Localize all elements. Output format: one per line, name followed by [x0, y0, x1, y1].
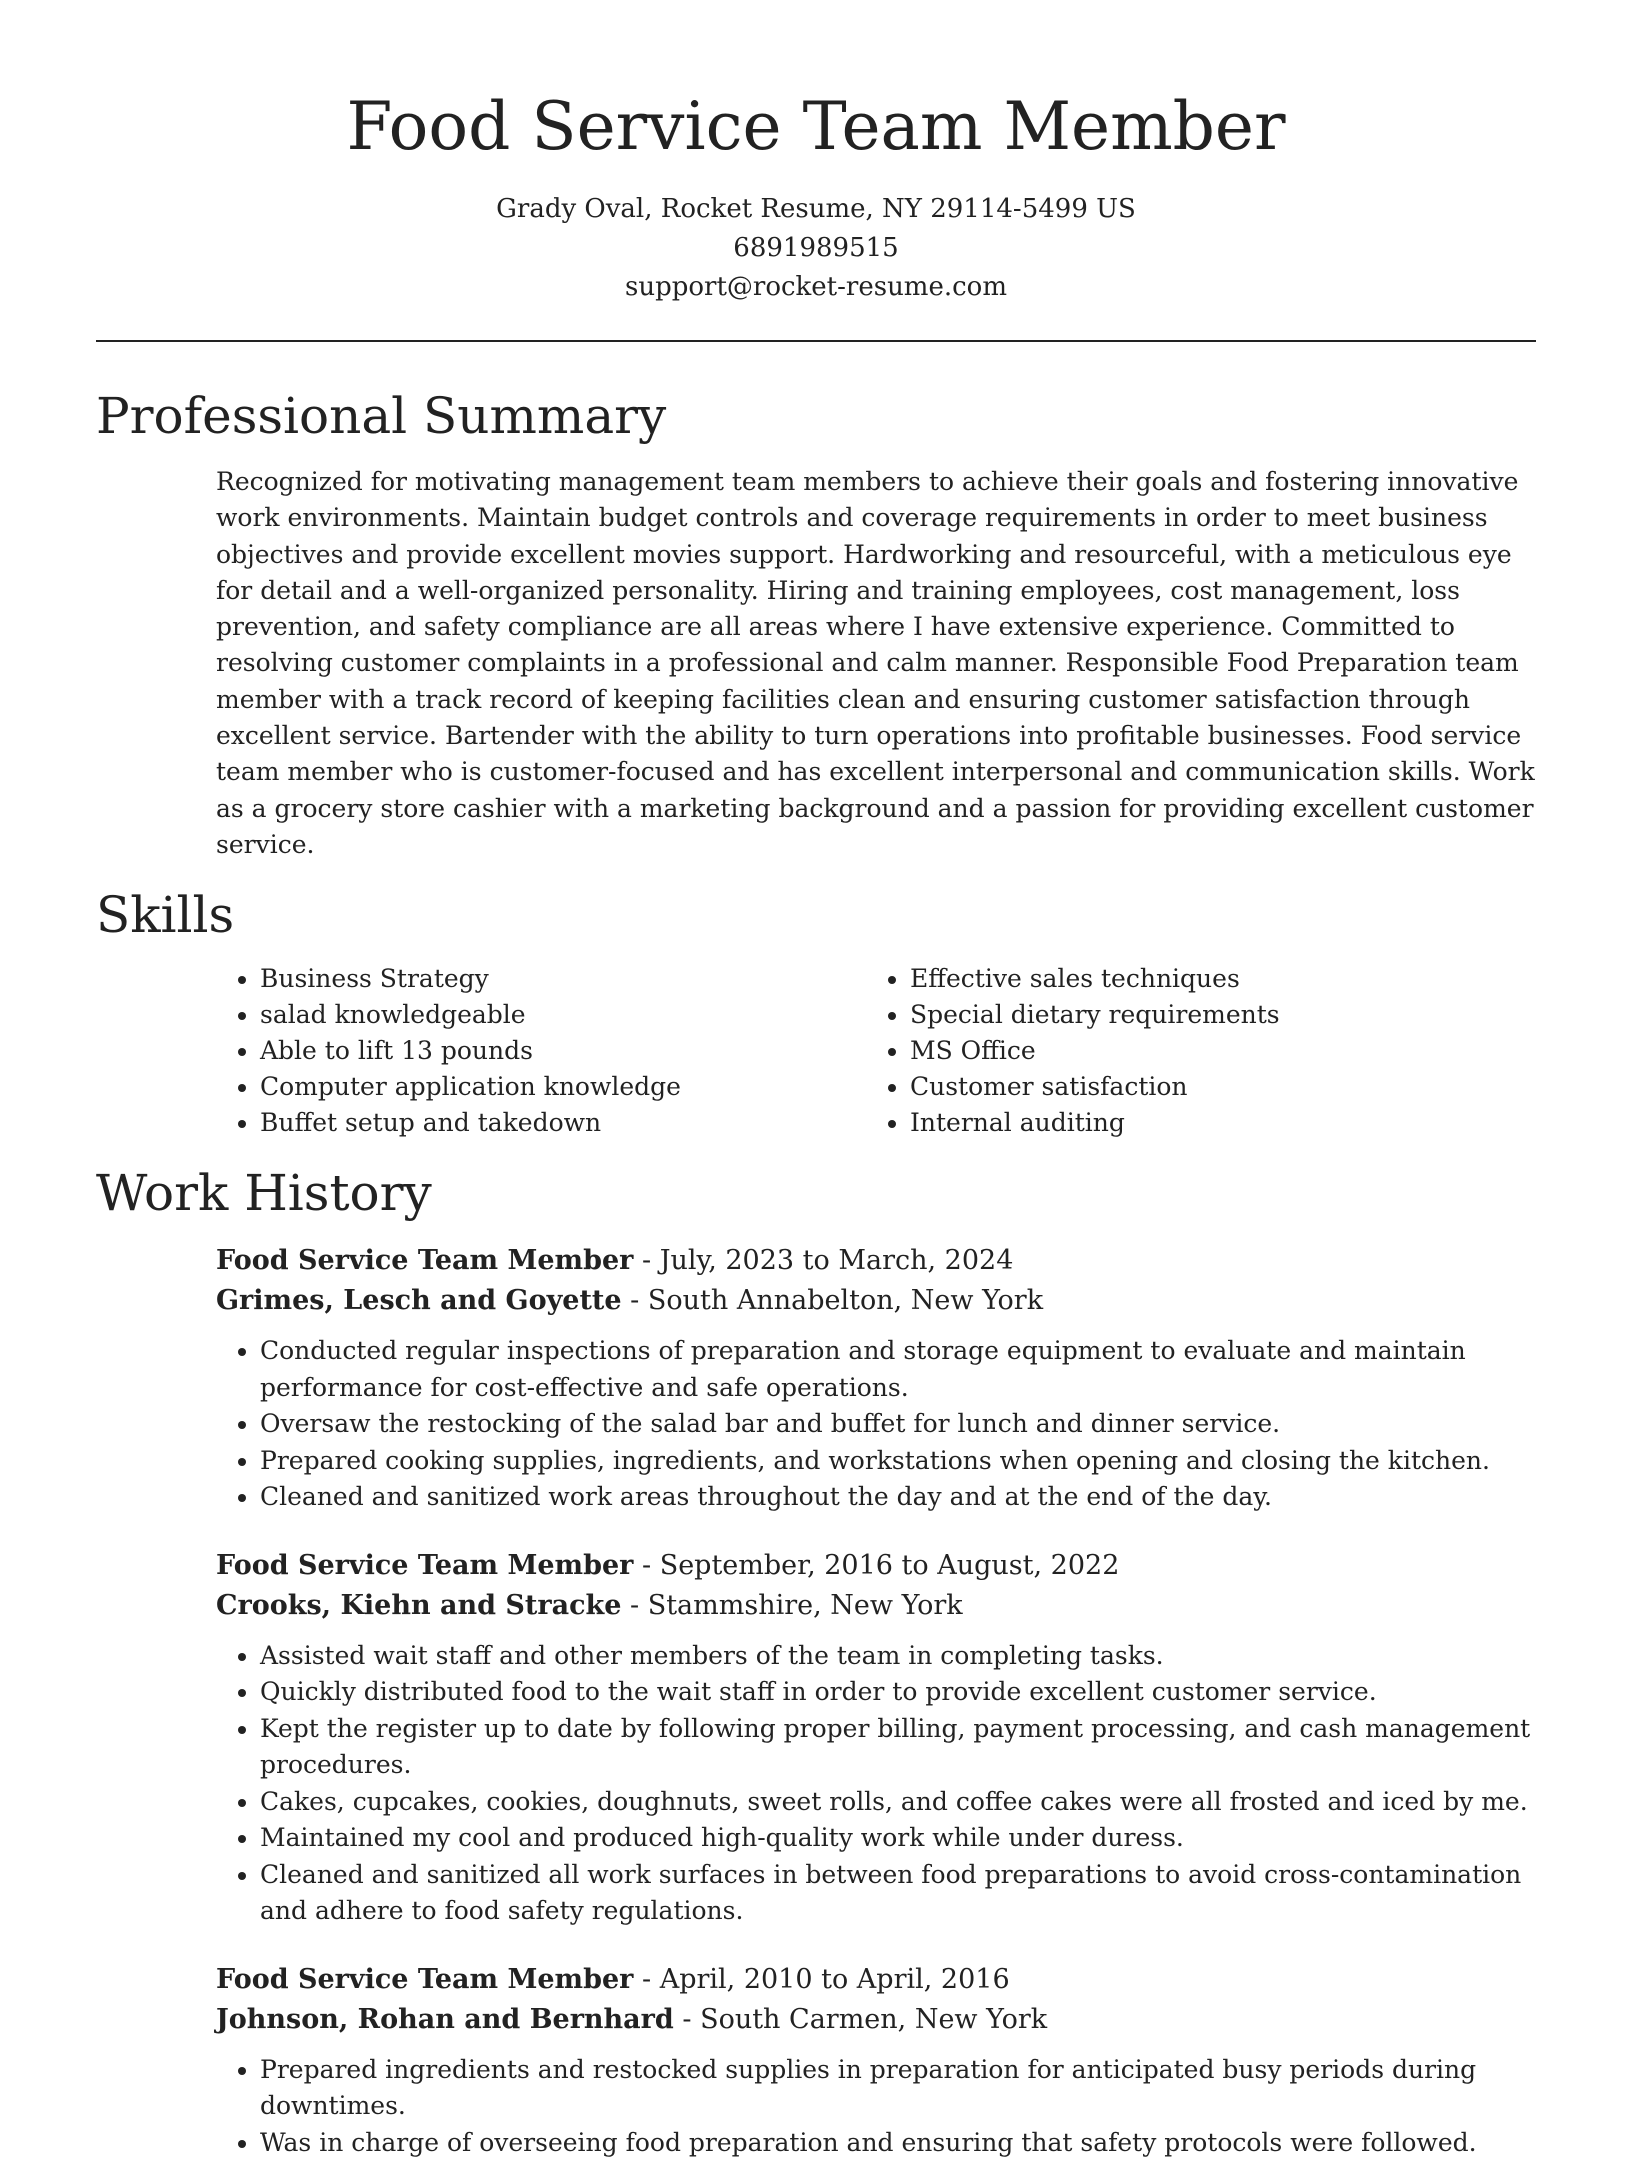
skill-item: • Effective sales techniques: [910, 961, 1516, 997]
section-title-summary: Professional Summary: [96, 387, 667, 445]
job-company-line: [216, 1586, 1556, 1626]
job-company-line: [216, 1281, 1556, 1321]
job-bullet: • Conducted regular inspections of preparation and storage equipment to evaluate and maintain performance for cost-effective and safe operations.: [260, 1333, 1556, 1406]
job-bullet: • Kept the register up to date by following proper billing, payment processing, and cash management procedures.: [260, 1711, 1556, 1784]
contact-phone: 6891989515: [733, 233, 899, 263]
resume-page: [96, 0, 1536, 2161]
job-location: - South Carmen, New York: [673, 2003, 1048, 2035]
contact-email: support@rocket-resume.com: [624, 272, 1007, 302]
skills-column-left: [216, 961, 866, 1141]
skill-item: • Special dietary requirements: [910, 997, 1516, 1033]
job-bullet: • Cakes, cupcakes, cookies, doughnuts, sweet rolls, and coffee cakes were all frosted and iced by me.: [260, 1784, 1556, 1821]
job-entry: [216, 1241, 1556, 1516]
job-title-line: [216, 1241, 1556, 1281]
job-bullet: • Quickly distributed food to the wait staff in order to provide excellent customer service.: [260, 1674, 1556, 1711]
job-dates: - July, 2023 to March, 2024: [633, 1245, 1014, 1277]
job-bullets: [216, 1333, 1556, 1516]
job-dates: - April, 2010 to April, 2016: [633, 1963, 1010, 1995]
section-title-work-history: Work History: [96, 1164, 432, 1223]
skill-item: • MS Office: [910, 1033, 1516, 1069]
job-bullet: • Cleaned and sanitized all work surfaces in between food preparations to avoid cross-contamination and adhere to food safety regulations.: [260, 1857, 1556, 1930]
job-title-line: [216, 1960, 1556, 2000]
candidate-name: Food Service Team Member: [346, 88, 1286, 165]
contact-address: Grady Oval, Rocket Resume, NY 29114-5499 US: [496, 194, 1136, 224]
job-role: Food Service Team Member: [216, 1549, 634, 1581]
job-bullet: • Assisted wait staff and other members of the team in completing tasks.: [260, 1638, 1556, 1675]
skill-item: • Business Strategy: [260, 961, 866, 997]
job-location: - South Annabelton, New York: [621, 1285, 1044, 1317]
skill-item: • Computer application knowledge: [260, 1069, 866, 1105]
job-bullet: • Prepared ingredients and restocked supplies in preparation for anticipated busy periods during downtimes.: [260, 2052, 1556, 2125]
header-divider: [96, 340, 1536, 342]
job-bullet: • Was in charge of overseeing food preparation and ensuring that safety protocols were followed.: [260, 2125, 1556, 2161]
job-role: Food Service Team Member: [216, 1245, 634, 1277]
job-bullet: • Oversaw the restocking of the salad bar and buffet for lunch and dinner service.: [260, 1406, 1556, 1443]
job-entry: [216, 1546, 1556, 1930]
skill-item: • Buffet setup and takedown: [260, 1105, 866, 1141]
skill-item: • salad knowledgeable: [260, 997, 866, 1033]
job-company: Grimes, Lesch and Goyette: [216, 1285, 622, 1317]
job-company-line: [216, 2000, 1556, 2040]
job-dates: - September, 2016 to August, 2022: [633, 1549, 1120, 1581]
resume-header: [96, 0, 1536, 307]
job-company: Johnson, Rohan and Bernhard: [216, 2003, 674, 2035]
job-bullets: [216, 1638, 1556, 1930]
job-bullet: • Cleaned and sanitized work areas throughout the day and at the end of the day.: [260, 1479, 1556, 1516]
job-company: Crooks, Kiehn and Stracke: [216, 1589, 622, 1621]
summary-text: Recognized for motivating management team members to achieve their goals and fostering innovative work environments. Maintain budget controls and coverage requirements in order to meet business objectives and provide excellent movies support. Hardworking and resourceful, with a meticulous eye for detail and a well-organized personality. Hiring and training employees, cost management, loss prevention, and safety compliance are all areas where I have extensive experience. Committed to resolving customer complaints in a professional and calm manner. Responsible Food Preparation team member with a track record of keeping facilities clean and ensuring customer satisfaction through excellent service. Bartender with the ability to turn operations into profitable businesses. Food service team member who is customer-focused and has excellent interpersonal and communication skills. Work as a grocery store cashier with a marketing background and a passion for providing excellent customer service.: [216, 467, 1535, 859]
skills-column-right: [866, 961, 1516, 1141]
skill-item: • Internal auditing: [910, 1105, 1516, 1141]
skills-list: [216, 961, 1536, 1141]
skill-item: • Able to lift 13 pounds: [260, 1033, 866, 1069]
job-role: Food Service Team Member: [216, 1963, 634, 1995]
job-location: - Stammshire, New York: [621, 1589, 963, 1621]
job-bullet: • Maintained my cool and produced high-quality work while under duress.: [260, 1820, 1556, 1857]
section-title-skills: Skills: [96, 886, 235, 945]
contact-info: [96, 190, 1536, 307]
job-bullet: • Prepared cooking supplies, ingredients, and workstations when opening and closing the kitchen.: [260, 1443, 1556, 1480]
job-entry: [216, 1960, 1556, 2161]
skill-item: • Customer satisfaction: [910, 1069, 1516, 1105]
job-bullets: [216, 2052, 1556, 2161]
job-title-line: [216, 1546, 1556, 1586]
